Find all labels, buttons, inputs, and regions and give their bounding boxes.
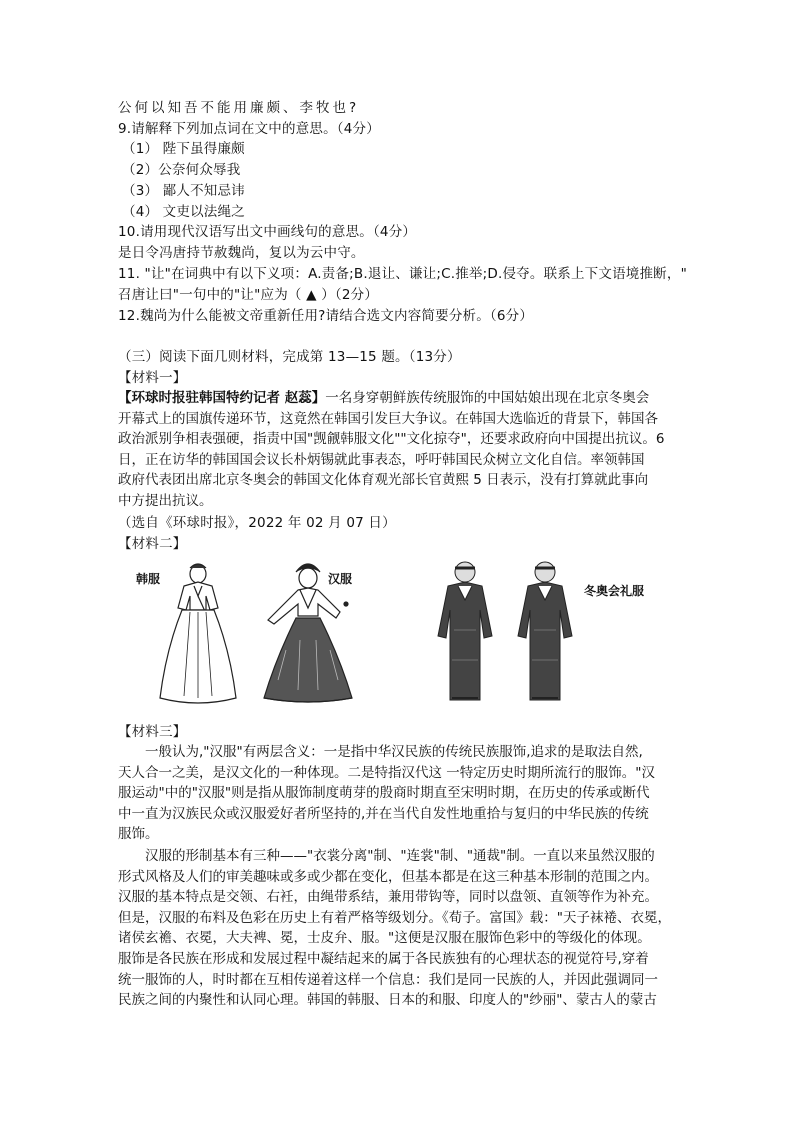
material-1-line: 一名身穿朝鲜族传统服饰的中国姑娘出现在北京冬奥会	[325, 390, 650, 406]
material-3-line: 汉服的基本特点是交领、右衽，由绳带系结，兼用带钩等，同时以盘领、直领等作为补充。	[118, 889, 658, 906]
material-3-line: 天人合一之美，是汉文化的一种体现。二是特指汉代这 一特定历史时期所流行的服饰。"汉	[118, 764, 655, 781]
hanfu-illustration	[264, 564, 352, 702]
q9-item-1: （1） 陛下虽得廉颇	[122, 141, 245, 157]
material-1-line: 政治派别争相表强硬，指责中国"觊觎韩服文化""文化掠夺"，还要求政府向中国提出抗议。6	[118, 431, 665, 448]
material-1-line: 政府代表团出席北京冬奥会的韩国文化体育观光部长官黄熙 5 日表示，没有打算就此事向	[118, 472, 649, 489]
hanbok-label: 韩服	[136, 572, 161, 586]
question-11-line1: 11. "让"在词典中有以下义项：A.责备;B.退让、谦让;C.推举;D.侵夺。联系上下文语境推断，"	[118, 266, 687, 282]
material-1-byline: 【环球时报驻韩国特约记者 赵蕊】	[118, 390, 326, 406]
question-10-prompt: 10.请用现代汉语写出文中画线句的意思。（4分）	[118, 224, 417, 240]
material-3-line: 一般认为,"汉服"有两层含义：一是指中华汉民族的传统民族服饰,追求的是取法自然,	[145, 744, 643, 760]
material-3-paragraph-1	[118, 742, 678, 845]
question-11-line2: 召唐让曰"一句中的"让"应为（ ▲ ）（2分）	[118, 287, 379, 303]
olympic-uniform-illustration-1	[438, 562, 492, 700]
material-3-line: 诸侯玄襜、衣冕，大夫裨、冕，士皮弁、服。"这便是汉服在服饰色彩中的等级化的体现。	[118, 930, 651, 947]
material-3-line: 形式风格及人们的审美趣味或多或少都在变化，但基本都是在这三种基本形制的范围之内。	[118, 868, 658, 885]
costume-figure	[118, 560, 680, 708]
question-12: 12.魏尚为什么能被文帝重新任用?请结合选文内容简要分析。（6分）	[118, 308, 534, 324]
material-3-line: 汉服的形制基本有三种——"衣裳分离"制、"连裳"制、"通裁"制。一直以来虽然汉服的	[145, 848, 655, 864]
material-3-line: 服饰是各民族在形成和发展过程中凝结起来的属于各民族独有的心理状态的视觉符号,穿着	[118, 950, 649, 967]
section-3-heading: （三）阅读下面几则材料，完成第 13—15 题。（13分）	[118, 349, 461, 365]
q9-item-3: （3） 鄙人不知忌讳	[122, 183, 245, 199]
question-10-sentence: 是日令冯唐持节赦魏尚，复以为云中守。	[118, 245, 365, 261]
material-3-paragraph-2	[118, 846, 678, 1011]
material-3-line: 但是，汉服的布料及色彩在历史上有着严格等级划分。《荀子。富国》载："天子袜裷、衣冕，	[118, 909, 671, 926]
q9-item-4: （4） 文吏以法绳之	[122, 204, 245, 220]
material-3-line: 中一直为汉族民众或汉服爱好者所坚持的,并在当代自发性地重拾与复归的中华民族的传统	[118, 805, 649, 822]
passage-last-line: 公何以知吾不能用廉颇、李牧也?	[118, 100, 360, 116]
costume-illustrations	[118, 560, 680, 708]
question-9-prompt: 9.请解释下列加点词在文中的意思。（4分）	[118, 121, 380, 137]
material-1-title: 【材料一】	[118, 370, 187, 386]
hanfu-label: 汉服	[328, 572, 353, 586]
material-3-line: 民族之间的内聚性和认同心理。韩国的韩服、日本的和服、印度人的"纱丽"、蒙古人的蒙古	[118, 992, 657, 1009]
material-1-line: 开幕式上的国旗传递环节，这竟然在韩国引发巨大争议。在韩国大选临近的背景下，韩国各	[118, 410, 658, 427]
material-1-source: （选自《环球时报》，2022 年 02 月 07 日）	[118, 515, 396, 531]
material-1-line: 日，正在访华的韩国国会议长朴炳锡就此事表态，呼吁韩国民众树立文化自信。率领韩国	[118, 451, 645, 468]
olympic-uniform-illustration-2	[518, 562, 572, 700]
material-3-line: 服饰。	[118, 826, 159, 843]
material-1-body	[118, 388, 678, 512]
material-3-title: 【材料三】	[118, 724, 187, 740]
material-3-line: 统一服饰的人，时时都在互相传递着这样一个信息：我们是同一民族的人，并因此强调同一	[118, 971, 658, 988]
material-2-title: 【材料二】	[118, 536, 187, 552]
q9-item-2: （2）公奈何众辱我	[122, 162, 241, 178]
material-3-line: 服运动"中的"汉服"则是指从服饰制度萌芽的殷商时期直至宋明时期，在历史的传承或断代	[118, 785, 650, 802]
hanbok-illustration	[160, 564, 236, 703]
olympic-uniform-label: 冬奥会礼服	[584, 584, 645, 598]
material-1-line: 中方提出抗议。	[118, 492, 213, 509]
